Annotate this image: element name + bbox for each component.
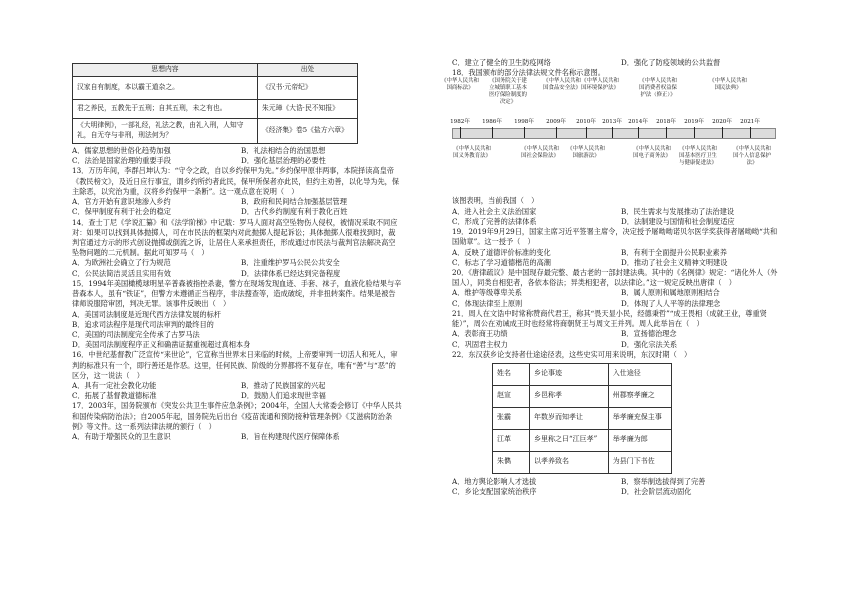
timeline-year: 2019年 bbox=[684, 119, 704, 126]
timeline-year: 2009年 bbox=[546, 119, 566, 126]
option[interactable]: D．法律体系已经达到完备程度 bbox=[241, 268, 341, 278]
q13-options bbox=[72, 197, 402, 217]
timeline-law-top: 《中华人民共和国商标法》 bbox=[441, 78, 479, 92]
timeline-tick bbox=[556, 127, 557, 138]
timeline-year: 2013年 bbox=[602, 119, 622, 126]
option[interactable]: A．进入社会主义法治国家 bbox=[452, 206, 537, 216]
timeline-law-top: 《中华人民共和国环境保护法》 bbox=[581, 78, 619, 92]
option[interactable]: D．推动了社会主义精神文明建设 bbox=[621, 257, 728, 267]
option[interactable]: D．强化了防疫领域的公共监督 bbox=[621, 58, 721, 67]
option[interactable]: B．属人原则和属地原则相结合 bbox=[621, 288, 720, 298]
option[interactable]: B．政府和民间结合加强基层管理 bbox=[241, 197, 347, 207]
option[interactable]: C．乡论支配国家统治秩序 bbox=[452, 487, 537, 497]
option[interactable]: B．有利于全面提升公民职业素养 bbox=[621, 247, 727, 257]
question-18: 18．我国颁布的部分法律法规文件名称示意图。 bbox=[452, 68, 605, 78]
q14-options bbox=[72, 258, 402, 278]
question-20: 20．《唐律疏议》是中国现存最完整、最古老的一部封建法典。其中的《名例律》规定：“诸化外人（外国人），同类自相犯者，各依本俗法；异类相犯者，以法律论。”这一规定反映出唐律（ ） bbox=[452, 267, 778, 288]
q20-options bbox=[452, 288, 782, 308]
table-cell: 乡里称之曰“江巨孝” bbox=[530, 429, 609, 451]
timeline-law-top: 《国务院关于建立城镇职工基本医疗保险制度的决定》 bbox=[489, 78, 527, 106]
option[interactable]: C．法治是国家治理的重要手段 bbox=[72, 156, 171, 166]
option[interactable]: A．美国司法制度是近现代西方法律发展的标杆 bbox=[72, 309, 221, 319]
q22-options bbox=[452, 477, 782, 497]
timeline-law-top: 《中华人民共和国消费者权益保护法（修正）》 bbox=[639, 78, 677, 99]
timeline-law-bottom: 《中华人民共和国旅游法》 bbox=[567, 146, 605, 160]
option[interactable]: A．儒家思想的世俗化趋势加强 bbox=[72, 146, 171, 155]
timeline-tick bbox=[586, 127, 587, 138]
table-cell: 为县门下书佐 bbox=[608, 451, 671, 473]
timeline-tick bbox=[694, 127, 695, 138]
timeline-tick bbox=[460, 127, 461, 138]
option[interactable]: A．为欧洲社会确立了行为规范 bbox=[72, 258, 171, 268]
table-cell: 江革 bbox=[493, 429, 530, 451]
timeline-tick bbox=[492, 127, 493, 138]
option[interactable]: C．拓展了基督教道德标准 bbox=[72, 391, 157, 401]
timeline-year: 1986年 bbox=[482, 119, 502, 126]
option[interactable]: A．有助于增强民众的卫生意识 bbox=[72, 432, 171, 442]
option[interactable]: A．具有一定社会教化功能 bbox=[72, 381, 157, 391]
option[interactable]: B．追求司法程序是现代司法审判的最终目的 bbox=[72, 319, 214, 329]
law-timeline bbox=[441, 78, 782, 196]
option[interactable]: D．强化基层治理的必要性 bbox=[241, 156, 326, 166]
option[interactable]: D．古代乡约制度有利于教化百姓 bbox=[241, 207, 348, 217]
question-22: 22．东汉获乡论支持者仕途途径表，这些史实可用来说明，东汉时期（ ） bbox=[452, 349, 692, 359]
table-cell: 入仕途径 bbox=[608, 363, 671, 385]
table-header: 出处 bbox=[258, 64, 358, 77]
table-cell: 张霸 bbox=[493, 407, 530, 429]
option[interactable]: C．标志了学习道德楷范的高潮 bbox=[452, 257, 551, 267]
option[interactable]: D．体现了人人平等的法律理念 bbox=[621, 298, 721, 308]
timeline-tick bbox=[722, 127, 723, 138]
q15-options bbox=[72, 310, 402, 351]
option[interactable]: C．公民法简洁灵活且实用有效 bbox=[72, 268, 171, 278]
question-18-stem: 该图表明，当前我国（ ） bbox=[452, 196, 539, 206]
option[interactable]: D．强化宗法关系 bbox=[621, 339, 678, 349]
option[interactable]: B．注重维护罗马公民公共安全 bbox=[241, 258, 340, 268]
table-header: 思想内容 bbox=[73, 64, 258, 77]
question-19: 19．2019年9月29日，国家主席习近平签署主席令，决定授予屠呦呦诺贝尔医学奖获得者屠呦呦“共和国勋章”。这一授予（ ） bbox=[452, 227, 778, 247]
timeline-law-top: 《中华人民共和国民法典》 bbox=[709, 78, 747, 92]
table-cell: 《大明律例》，一部礼经，礼法之教，由礼入刑，人知守礼，自无夺与非刑，刑法何为？ bbox=[73, 118, 258, 143]
option[interactable]: B．旨在构建现代医疗保障体系 bbox=[241, 432, 340, 442]
table-cell: 乡论事迹 bbox=[530, 363, 609, 385]
table-cell: 乡邑称孝 bbox=[530, 385, 609, 407]
option[interactable]: C．体现法律至上原则 bbox=[452, 298, 523, 308]
timeline-year: 2018年 bbox=[656, 119, 676, 126]
table-cell: 朱儁 bbox=[493, 451, 530, 473]
option[interactable]: D．社会阶层流动固化 bbox=[621, 487, 692, 497]
timeline-tick bbox=[638, 127, 639, 138]
timeline-law-bottom: 《中华人民共和国社会保险法》 bbox=[521, 146, 559, 160]
option[interactable]: D．法制建设与国情和社会制度适应 bbox=[621, 216, 735, 226]
option[interactable]: B．礼法相结合的治国思想 bbox=[241, 146, 326, 155]
timeline-bar bbox=[452, 128, 776, 139]
timeline-year: 2014年 bbox=[628, 119, 648, 126]
table-cell: 《汉书·元帝纪》 bbox=[258, 76, 358, 99]
q17-options-ab bbox=[72, 432, 402, 442]
option[interactable]: C．形成了完善的法律体系 bbox=[452, 216, 537, 226]
timeline-law-bottom: 《中华人民共和国电子商务法》 bbox=[633, 146, 671, 160]
timeline-law-bottom: 《中华人民共和国义务教育法》 bbox=[453, 146, 491, 160]
question-17: 17．2003年，国务院颁布《突发公共卫生事件应急条例》；2004年，全国人大常委会修订《中华人民共和国传染病防治法》；自2005年起，国务院先后出台《疫苗流通和预防接种管理条例》《艾滋病防治条例》等文件。这一系列法律法规的颁行（ ） bbox=[72, 401, 402, 431]
timeline-year: 1982年 bbox=[450, 119, 470, 126]
q17-options-cd bbox=[452, 58, 782, 68]
question-14: 14．查士丁尼《学说汇纂》和《法学阶梯》中记载：罗马人面对高空坠物伤人侵权，被情况采取不同应对：如果可以找到具体抛掷人，可在市民法的框架内对此抛掷人提起诉讼；具体抛掷人很难找到时，裁判官通过方示的形式创设抛掷或倒流之诉，让居住人来承担责任，形成通过市民法与裁判官法解决高空坠物问题的二元机制。据此可知罗马（ ） bbox=[72, 217, 398, 258]
option[interactable]: D．美国司法制度程序正义和确凿证据重视超过真相本身 bbox=[72, 340, 251, 350]
option[interactable]: A．反映了道德评价标准的变化 bbox=[452, 247, 551, 257]
timeline-tick bbox=[612, 127, 613, 138]
timeline-tick bbox=[750, 127, 751, 138]
q19-options bbox=[452, 248, 782, 268]
option[interactable]: B．推动了民族国家的兴起 bbox=[241, 381, 326, 391]
option[interactable]: A．官方开始有意识地渗入乡约 bbox=[72, 197, 171, 207]
option[interactable]: B．宣扬德治理念 bbox=[621, 329, 677, 339]
option[interactable]: B．察举制选拔得到了完善 bbox=[621, 476, 706, 486]
table-cell: 姓名 bbox=[493, 363, 530, 385]
timeline-year: 1998年 bbox=[514, 119, 534, 126]
timeline-law-bottom: 《中华人民共和国个人信息保护法》 bbox=[733, 146, 771, 167]
table-cell: 年数岁而知孝让 bbox=[530, 407, 609, 429]
q18-options bbox=[452, 207, 782, 227]
timeline-year: 2020年 bbox=[712, 119, 732, 126]
option[interactable]: C．美国的司法制度完全传承了古罗马法 bbox=[72, 329, 200, 339]
q12-options bbox=[72, 146, 402, 166]
timeline-law-top: 《中华人民共和国食品安全法》 bbox=[543, 78, 581, 92]
option[interactable]: B．民生需求与发展推动了法治建设 bbox=[621, 206, 735, 216]
table-cell: 汉家自有制度，本以霸王道杂之。 bbox=[73, 76, 258, 99]
option[interactable]: A．表彰商王功绩 bbox=[452, 329, 508, 339]
q21-options bbox=[452, 329, 782, 349]
q16-options bbox=[72, 381, 402, 401]
option[interactable]: C．建立了健全的卫生防疫网络 bbox=[452, 58, 551, 67]
question-13: 13．万历年间，李群吕坤认为：“守令之政，自以乡约保甲为先。”乡约保甲原非两事，本院择读高皇帝《教民榜文》，及近日应行事宜，谓乡约所约者此民，保甲所保者亦此民，但约主劝善，以化导为先，保主除恶，以究治为重，汉将乡约保甲一条断”。这一观点意在说明（ ） bbox=[72, 166, 400, 196]
option[interactable]: A．地方舆论影响人才选拔 bbox=[452, 476, 537, 486]
table-cell: 举孝廉充保主事 bbox=[608, 407, 671, 429]
timeline-law-bottom: 《中华人民共和国基本医疗卫生与健康促进法》 bbox=[679, 146, 717, 167]
option[interactable]: C．巩固君主权力 bbox=[452, 339, 508, 349]
table-cell: 州郡察孝廉之 bbox=[608, 385, 671, 407]
timeline-tick bbox=[524, 127, 525, 138]
table-cell: 以孝养致名 bbox=[530, 451, 609, 473]
table-cell: 《经济集》卷5《盐方六章》 bbox=[258, 118, 358, 143]
question-15: 15．1994年美国橄榄球明星辛普森被指控杀妻，警方在现场发现血迹、手套、袜子，血液化验结果与辛普森本人，虽有“铁证”，但警方未遵循正当程序，非法搜查等，造成破绽，并非扭转案件。结果是被告律师说服陪审团，判决无罪。该事件反映出（ ） bbox=[72, 278, 402, 309]
timeline-tick bbox=[666, 127, 667, 138]
option[interactable]: D．鼓励人们追求现世幸福 bbox=[241, 391, 326, 401]
option[interactable]: C．保甲制度有利于社会的稳定 bbox=[72, 207, 171, 217]
option[interactable]: A．维护等级尊卑关系 bbox=[452, 288, 522, 298]
table-cell: 举孝廉为郎 bbox=[608, 429, 671, 451]
hanshu-table bbox=[492, 363, 672, 474]
question-21: 21．周人在文诰中时常称赞商代君王，称其“畏天显小民，经德秉哲”“成王畏相（成就王业，尊重贤能）”，周公在劝诫成王时也经常将商朝贤王与周文王并列。周人此举旨在（ ） bbox=[452, 308, 767, 329]
table-cell: 君之养民，五教先于五刑；自其五刑，未之有也。 bbox=[73, 99, 258, 118]
timeline-year: 2010年 bbox=[576, 119, 596, 126]
timeline-year: 2021年 bbox=[740, 119, 760, 126]
question-16: 16．中世纪基督教广泛宣传“来世论”，它宣称当世界末日来临的时候，上帝要审判一切活人和死人，审判的标准只有一个，即行善还是作恶。这里，任何民族、阶级的分界都将不复存在，唯有“善”与“恶”的区分，这一说法（ ） bbox=[72, 350, 398, 380]
table-cell: 赵宣 bbox=[493, 385, 530, 407]
table-cell: 朱元璋《大诰·民不知报》 bbox=[258, 99, 358, 118]
thought-source-table bbox=[72, 63, 358, 144]
